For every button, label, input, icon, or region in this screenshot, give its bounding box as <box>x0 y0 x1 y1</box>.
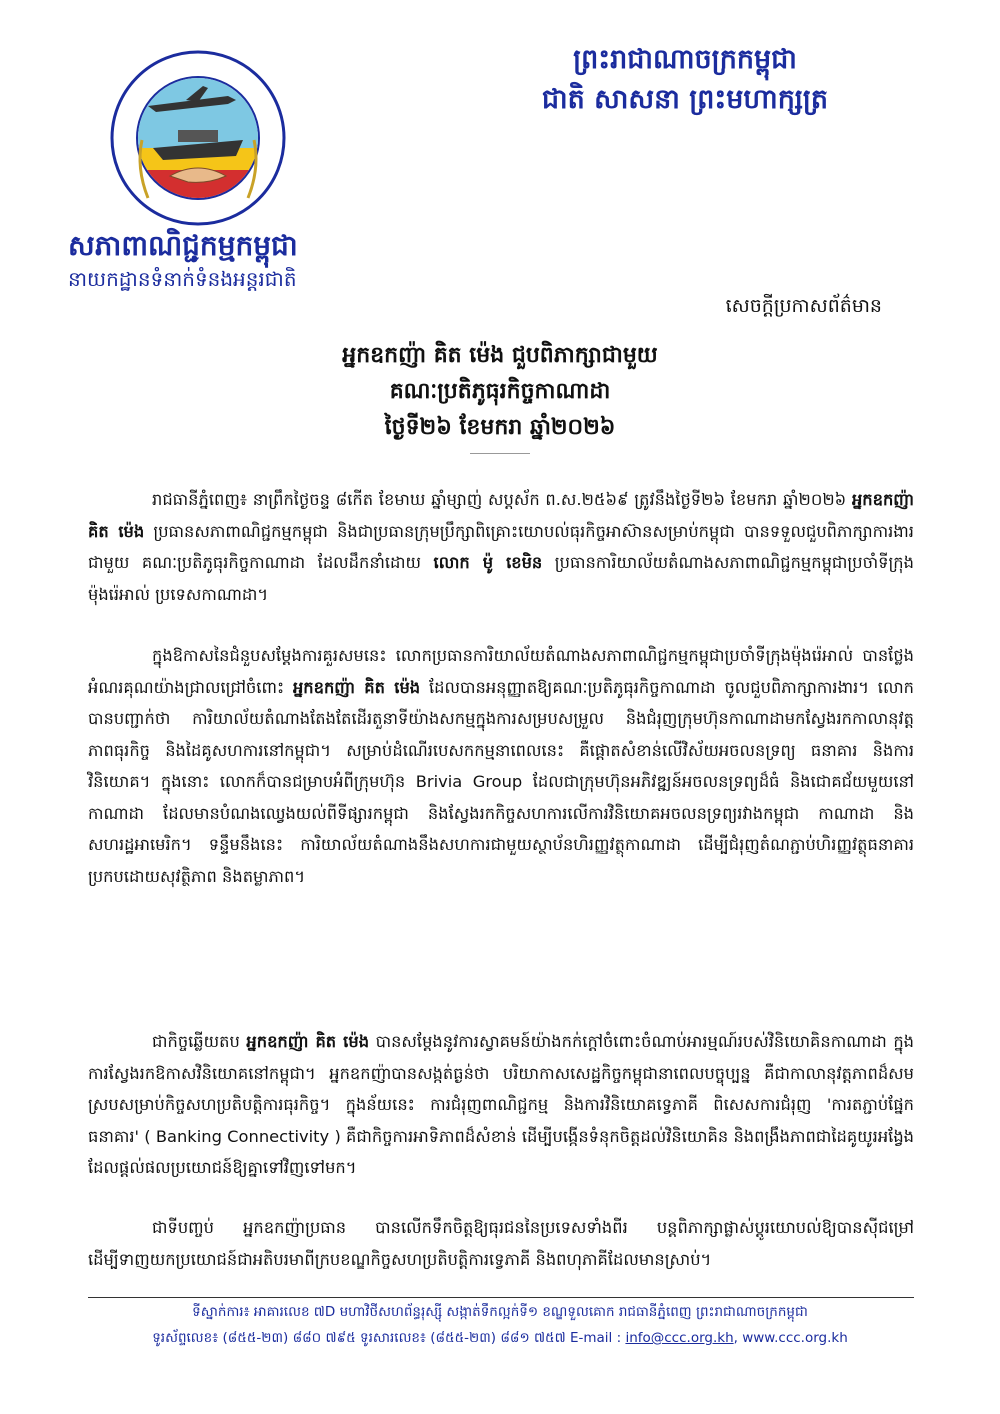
footer-phone: ទូរស័ព្ទលេខ៖ (៨៥៥-២៣) ៨៨០ ៧៩៥ ទូរសារលេខ៖ (៨៥៥-២៣) ៨៨១ ៧៥៧ E-mail : <box>152 1330 622 1346</box>
department-name: នាយកដ្ឋានទំនាក់ទំនងអន្តរជាតិ <box>68 267 297 291</box>
p2-text-b: ដែលបានអនុញ្ញាតឱ្យគណៈប្រតិភូធុរកិច្ចកាណាដា ចូលជួបពិភាក្សាការងារ។ លោកបានបញ្ជាក់ថា ការិយាល័យតំណាងតែងតែដើរតួនាទីយ៉ាងសកម្មក្នុងការសម្របសម្រួល និងជំរុញក្រុមហ៊ុនកាណាដាមកស្វែងរកកាលានុវត្តភាពធុរកិច្ច និងដៃគូសហការនៅកម្ពុជា។ សម្រាប់ដំណើរបេសកកម្មនាពេលនេះ គឺផ្តោតសំខាន់លើវិស័យអចលនទ្រព្យ ធនាគារ និងការវិនិយោគ។ ក្នុងនោះ លោកក៏បានជម្រាបអំពីក្រុមហ៊ុន Brivia Group ដែលជាក្រុមហ៊ុនអភិវឌ្ឍន៍អចលនទ្រព្យដ៏ធំ និងជោគជ័យមួយនៅកាណាដា ដែលមានបំណងឈ្វេងយល់ពីទីផ្សារកម្ពុជា និងស្វែងរកកិច្ចសហការលើការវិនិយោគអចលនទ្រព្យរវាងកម្ពុជា កាណាដា និងសហរដ្ឋអាមេរិក។ ទន្ទឹមនឹងនេះ ការិយាល័យតំណាងនឹងសហការជាមួយស្ថាប័នហិរញ្ញវត្ថុកាណាដា ដើម្បីជំរុញតំណភ្ជាប់ហិរញ្ញវត្ថុធនាគារប្រកបដោយសុវត្ថិភាព និងតម្លាភាព។ <box>88 677 914 886</box>
footer-website[interactable]: www.ccc.org.kh <box>742 1330 848 1346</box>
paragraph-4 <box>88 1212 914 1275</box>
p1-text-c: ប្រធានការិយាល័យតំណាងសភាពាណិជ្ជកម្មកម្ពុជាប្រចាំទីក្រុងម៉ុងរ៉េអាល់ ប្រទេសកាណាដា។ <box>88 553 914 604</box>
footer-address: ទីស្នាក់ការ៖ អាគារលេខ ៧D មហាវិថីសហព័ន្ធរុស្ស៊ី សង្កាត់ទឹកល្អក់ទី១ ខណ្ឌទួលគោក រាជធានីភ្នំពេញ ព្រះរាជាណាចក្រកម្ពុជា <box>192 1304 808 1320</box>
document-type: សេចក្តីប្រកាសព័ត៌មាន <box>725 295 882 317</box>
title-line-2: គណៈប្រតិភូធុរកិច្ចកាណាដា <box>389 379 611 404</box>
paragraph-1 <box>88 484 914 610</box>
organization-name: សភាពាណិជ្ជកម្មកម្ពុជា <box>68 229 298 262</box>
p1-text-a: រាជធានីភ្នំពេញ៖ នាព្រឹកថ្ងៃចន្ទ ៨កើត ខែមាឃ ឆ្នាំម្សាញ់ សប្តស័ក ព.ស.២៥៦៩ ត្រូវនឹងថ្ងៃទី២៦ ខែមករា ឆ្នាំ២០២៦ <box>152 490 847 509</box>
footer-contact <box>0 1326 1000 1350</box>
p3-text-b: បានសម្តែងនូវការស្វាគមន៍យ៉ាងកក់ក្តៅចំពោះចំណាប់អារម្មណ៍របស់វិនិយោគិនកាណាដា ក្នុងការស្វែងរកឱកាសវិនិយោគនៅកម្ពុជា។ អ្នកឧកញ៉ាបានសង្កត់ធ្ងន់ថា បរិយាកាសសេដ្ឋកិច្ចកម្ពុជានាពេលបច្ចុប្បន្ន គឺជាកាលានុវត្តភាពដ៏សមស្របសម្រាប់កិច្ចសហប្រតិបត្តិការធុរកិច្ច។ ក្នុងន័យនេះ ការជំរុញពាណិជ្ជកម្ម និងការវិនិយោគទ្វេភាគី ពិសេសការជំរុញ 'ការតភ្ជាប់ផ្នែកធនាគារ' ( Banking Connectivity ) គឺជាកិច្ចការអាទិភាពដ៏សំខាន់ ដើម្បីបង្កើនទំនុកចិត្តដល់វិនិយោគិន និងពង្រឹងភាពជាដៃគូយូរអង្វែងដែលផ្តល់ផលប្រយោជន៍ឱ្យគ្នាទៅវិញទៅមក។ <box>88 1032 914 1177</box>
p2-bold-name: អ្នកឧកញ៉ា គិត ម៉េង <box>292 677 421 697</box>
title-divider <box>470 453 530 454</box>
p4-text: ជាទីបញ្ចប់ អ្នកឧកញ៉ាប្រធាន បានលើកទឹកចិត្តឱ្យធុរជននៃប្រទេសទាំងពីរ បន្តពិភាក្សាផ្លាស់ប្តូរយោបល់ឱ្យបានស៊ីជម្រៅ ដើម្បីទាញយកប្រយោជន៍ជាអតិបរមាពីក្របខណ្ឌកិច្ចសហប្រតិបត្តិការទ្វេភាគី និងពហុភាគីដែលមានស្រាប់។ <box>88 1218 914 1269</box>
national-motto: ជាតិ សាសនា ព្រះមហាក្សត្រ <box>541 84 829 115</box>
kingdom-heading: ព្រះរាជាណាចក្រកម្ពុជា <box>573 44 797 75</box>
footer-email-link[interactable]: info@ccc.org.kh <box>625 1330 734 1346</box>
chamber-logo <box>108 48 288 228</box>
p1-bold-leader: លោក ម៉ូ ខេមិន <box>433 553 543 572</box>
paragraph-2 <box>88 640 914 892</box>
p1-bold-name: អ្នកឧកញ៉ា គិត ម៉េង <box>88 490 914 541</box>
p3-text-a: ជាកិច្ចឆ្លើយតប <box>152 1032 240 1051</box>
p1-text-b: ប្រធានសភាពាណិជ្ជកម្មកម្ពុជា និងជាប្រធានក្រុមប្រឹក្សាពិគ្រោះយោបល់ធុរកិច្ចអាស៊ានសម្រាប់កម្ពុជា បានទទួលជួបពិភាក្សាការងារជាមួយ គណៈប្រតិភូធុរកិច្ចកាណាដា ដែលដឹកនាំដោយ <box>88 521 914 572</box>
p3-bold-name: អ្នកឧកញ៉ា គិត ម៉េង <box>246 1032 370 1051</box>
title-line-1: អ្នកឧកញ៉ា គិត ម៉េង ជួបពិភាក្សាជាមួយ <box>342 343 658 368</box>
chamber-seal-icon <box>108 48 288 228</box>
title-date: ថ្ងៃទី២៦ ខែមករា ឆ្នាំ២០២៦ <box>384 415 616 440</box>
p2-text-a: ក្នុងឱកាសនៃជំនួបសម្តែងការគួរសមនេះ លោកប្រធានការិយាល័យតំណាងសភាពាណិជ្ជកម្មកម្ពុជាប្រចាំទីក្រុងម៉ុងរ៉េអាល់ បានថ្លែងអំណរគុណយ៉ាងជ្រាលជ្រៅចំពោះ <box>88 646 914 697</box>
footer-separator: , <box>733 1330 743 1346</box>
paragraph-3 <box>88 1026 914 1184</box>
footer-divider <box>88 1297 914 1298</box>
